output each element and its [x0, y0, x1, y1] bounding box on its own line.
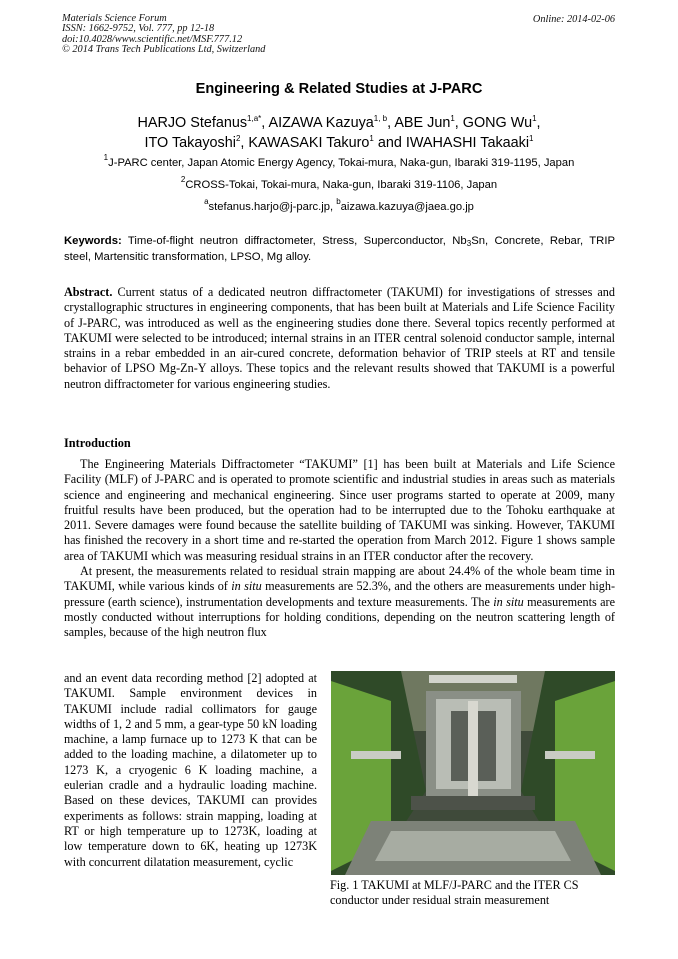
paragraph: The Engineering Materials Diffractometer “TAKUMI” [1] has been built at Materials and Life Science Facility (MLF) of J-PARC and is operated to promote scientific and industrial studies in areas such as materials science and engineering and mechanical engineering. Since user programs started to operate at 2009, many fruitful results have been produced, but the operation had to be interrupted due to the Tohoku earthquake at 2011. Severe damages were found because the satellite building of TAKUMI was sinking. However, TAKUMI has finished the recovery in a short time and re-started the operation from March 2012. Figure 1 shows sample area of TAKUMI which was measuring residual strains in an ITER conductor after the recovery.	[64, 457, 615, 563]
paper-title: Engineering & Related Studies at J-PARC	[195, 81, 483, 97]
author-line-1	[40, 113, 638, 133]
paragraph-italic: in situ	[493, 594, 524, 609]
author-separator: ,	[536, 115, 541, 131]
paragraph-text: measurements are mostly conducted without interruptions for holding conditions, depending on the neutron scattering length of samples, because of the high neutron flux	[64, 594, 616, 640]
email-mark: b	[336, 197, 341, 206]
email-a: stefanus.harjo@j-parc.jp,	[208, 201, 337, 213]
author-line-2	[40, 133, 638, 153]
affiliation-text: CROSS-Tokai, Tokai-mura, Naka-gun, Ibaraki 319-1106, Japan	[185, 179, 498, 191]
introduction-body	[64, 457, 615, 641]
author-affiliation-mark: 1	[369, 134, 374, 143]
author-name: ITO Takayoshi	[144, 135, 236, 151]
paragraph: and an event data recording method [2] adopted at TAKUMI. Sample environment devices in TAKUMI include radial collimators for gauge widths of 1, 2 and 5 mm, a gear-type 50 kN loading machine, a lamp furnace up to 1273 K that can be added to the loading machine, a dilatometer up to 1273 K, a cryogenic 6 K loading machine, a eulerian cradle and a hydraulic loading machine. Based on these devices, TAKUMI can provides experiments as follows: strain mapping, loading at RT or high temperature up to 1273K, loading at low temperature down to 6K, heating up 1273K with concurrent dilatation measurement, cyclic	[64, 671, 317, 869]
abstract-text: Current status of a dedicated neutron diffractometer (TAKUMI) for investigations of stresses and crystallographic structures in engineering components, that has been built at Materials and Life Science Facility of J-PARC, was introduced as well as the engineering studies done there. Several topics recently performed at TAKUMI were selected to be introduced; internal strains in an ITER central solenoid conductor sample, internal strains in a rebar embedded in an air-cured concrete, deformation behavior of TRIP steels at RT and tensile behavior of LPSO Mg-Zn-Y alloys. These topics and the relevant results showed that TAKUMI is a powerful neutron diffractometer for various engineering studies.	[64, 285, 615, 391]
author-affiliation-mark: 1	[450, 114, 455, 123]
author-name: , AIZAWA Kazuya	[261, 115, 374, 131]
author-name: HARJO Stefanus	[137, 115, 248, 131]
author-name: and IWAHASHI Takaaki	[373, 135, 530, 151]
paragraph	[64, 564, 615, 640]
journal-doi: doi:10.4028/www.scientific.net/MSF.777.12	[62, 33, 243, 45]
journal-copyright: © 2014 Trans Tech Publications Ltd, Switzerland	[62, 44, 266, 56]
introduction-body-column	[64, 671, 317, 870]
author-affiliation-mark: 1,a*	[247, 114, 262, 123]
email-mark: a	[204, 197, 209, 206]
keywords-text: Time-of-flight neutron diffractometer, Stress, Superconductor, Nb	[121, 235, 467, 247]
email-line	[0, 197, 678, 213]
figure-1-photo	[331, 671, 615, 875]
affiliation-1	[0, 153, 678, 169]
abstract	[64, 285, 615, 392]
email-b: aizawa.kazuya@jaea.go.jp	[340, 201, 474, 213]
abstract-label: Abstract.	[64, 285, 113, 299]
journal-name: Materials Science Forum	[62, 13, 167, 24]
online-date: Online: 2014-02-06	[532, 14, 615, 25]
paragraph-text: measurements are 52.3%, and the others are measurements under high-pressure (earth science), instrumentation developments and texture measurements. The	[64, 579, 616, 609]
author-list	[40, 113, 638, 153]
figure-1-caption: Fig. 1 TAKUMI at MLF/J-PARC and the ITER CS conductor under residual strain measurement	[330, 878, 579, 908]
author-affiliation-mark: 1	[532, 114, 537, 123]
author-affiliation-mark: 1, b	[373, 114, 388, 123]
journal-issn: ISSN: 1662-9752, Vol. 777, pp 12-18	[62, 23, 215, 35]
affiliation-2	[0, 175, 678, 191]
author-affiliation-mark: 1	[529, 134, 534, 143]
journal-header	[62, 14, 265, 56]
affiliation-mark: 2	[180, 175, 186, 184]
keywords-subscript: 3	[466, 239, 472, 248]
keywords	[64, 234, 615, 265]
affiliation-mark: 1	[103, 153, 109, 162]
author-name: , KAWASAKI Takuro	[240, 135, 370, 151]
keywords-label: Keywords:	[64, 235, 122, 247]
instrument-photo-illustration	[331, 671, 615, 875]
author-affiliation-mark: 2	[235, 134, 241, 143]
author-name: , ABE Jun	[387, 115, 451, 131]
affiliation-text: J-PARC center, Japan Atomic Energy Agency, Tokai-mura, Naka-gun, Ibaraki 319-1195, Japan	[108, 157, 575, 169]
paragraph-text: At present, the measurements related to residual strain mapping are about 24.4% of the whole beam time in TAKUMI, while various kinds of	[64, 564, 615, 594]
author-name: , GONG Wu	[454, 115, 533, 131]
keywords-text: Sn, Concrete, Rebar, TRIP steel, Martensitic transformation, LPSO, Mg alloy.	[64, 235, 615, 263]
paragraph-italic: in situ	[231, 579, 262, 594]
section-heading-introduction: Introduction	[64, 436, 131, 450]
